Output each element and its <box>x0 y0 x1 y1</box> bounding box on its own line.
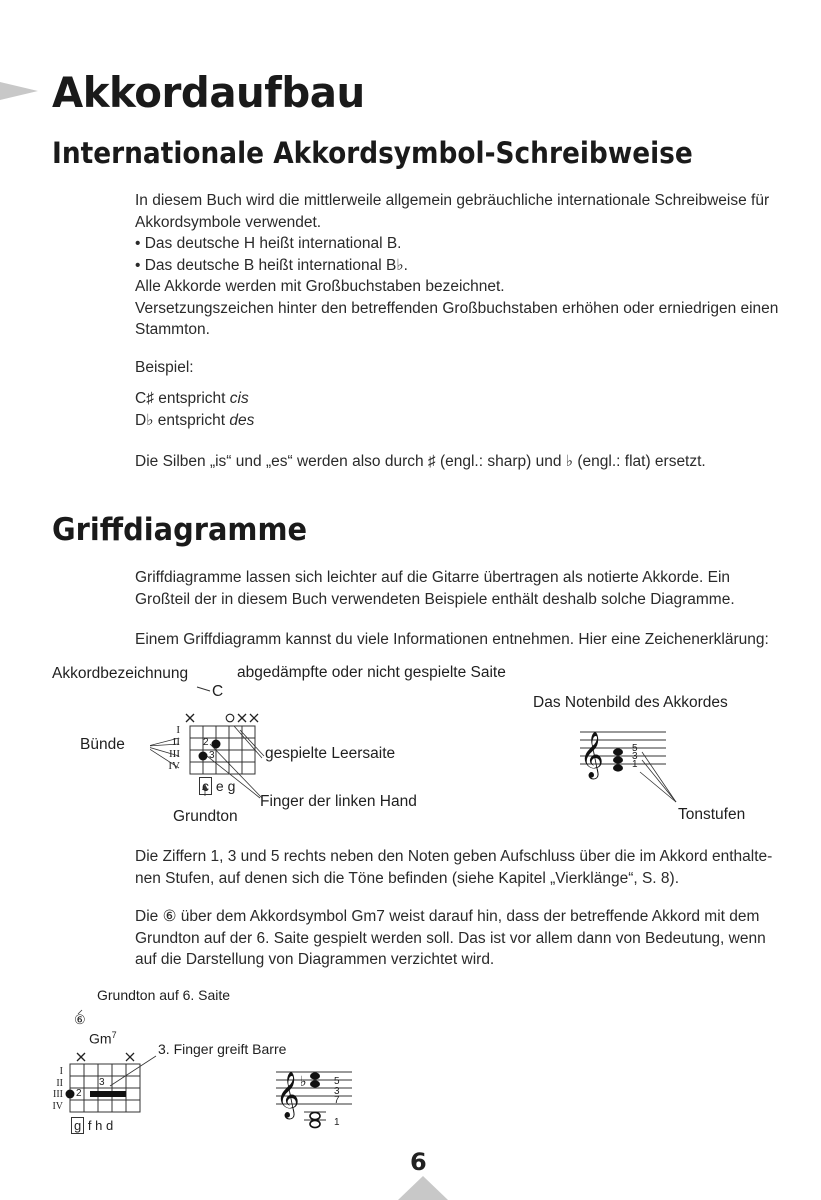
note-name: h <box>95 1118 103 1133</box>
label-grundton-6: Grundton auf 6. Saite <box>97 987 231 1003</box>
text-line: Grundton auf der 6. Saite gespielt werden soll. Das ist vor allem dann von Bedeutung, wenn <box>135 929 766 947</box>
text-line: Versetzungszeichen hinter den betreffenden Großbuchstaben erhöhen oder erniedrigen einen <box>135 299 779 317</box>
section-heading-griffdiagramme: Griffdiagramme <box>52 512 308 548</box>
treble-clef-icon: 𝄞 <box>276 1072 300 1118</box>
fret-numeral: I <box>59 1066 63 1077</box>
label-tonstufen: Tonstufen <box>678 806 746 823</box>
degree: 3 <box>334 1085 340 1097</box>
note-name: g <box>227 778 236 794</box>
degree: 7 <box>334 1095 340 1106</box>
fret-numeral: III <box>169 748 180 760</box>
open-string-icon <box>226 714 234 722</box>
degree: 5 <box>334 1076 340 1087</box>
example-line <box>135 410 800 432</box>
chord-name-c: C <box>212 683 224 700</box>
root-note: c <box>199 777 212 795</box>
griff-paragraph <box>135 567 800 610</box>
text-line: auf die Darstellung von Diagrammen verzichtet wird. <box>135 951 495 968</box>
degree-numbers <box>632 745 638 769</box>
degree: 1 <box>632 759 638 770</box>
text-line: Stammton. <box>135 321 210 338</box>
fret-numeral: IV <box>52 1100 63 1112</box>
finger-number: 3 <box>209 750 215 761</box>
page-bottom-tab <box>398 1174 448 1200</box>
intro-paragraph <box>135 190 800 341</box>
treble-clef-icon: 𝄞 <box>580 732 604 778</box>
staff-gm7-chord <box>274 1062 364 1134</box>
finger-dot <box>199 752 208 761</box>
note-name: e <box>215 778 224 794</box>
ziffern-paragraph <box>135 846 800 889</box>
degree: 5 <box>632 743 638 754</box>
note-name: f <box>87 1118 92 1133</box>
page-title: Akkordaufbau <box>52 68 365 117</box>
flat-icon: ♭ <box>300 1074 307 1090</box>
page-number: 6 <box>410 1148 427 1176</box>
finger-number: 3 <box>99 1077 105 1088</box>
staff-c-chord <box>578 722 698 812</box>
text-line: Griffdiagramme lassen sich leichter auf die Gitarre übertragen als notierte Akkorde. Ein <box>135 569 731 586</box>
example-line <box>135 388 800 410</box>
fret-numeral: II <box>172 736 180 748</box>
text-line: Akkordsymbole verwendet. <box>135 213 322 231</box>
text-line: Die ⑥ über dem Akkordsymbol Gm7 weist darauf hin, dass der betreffende Akkord mit dem <box>135 908 760 925</box>
bullet-item: • Das deutsche B heißt international B♭. <box>135 256 408 274</box>
info-paragraph: Einem Griffdiagramm kannst du viele Informationen entnehmen. Hier eine Zeichenerklärung: <box>135 631 769 648</box>
string-six-icon: ⑥ <box>74 1012 86 1027</box>
degree-numbers <box>334 1077 340 1106</box>
fret-numeral: IV <box>168 760 180 772</box>
note-names <box>71 1118 113 1133</box>
silben-paragraph: Die Silben „is“ und „es“ werden also durch ♯ (engl.: sharp) und ♭ (engl.: flat) ersetzt. <box>135 453 706 470</box>
note-name: d <box>105 1118 114 1133</box>
note-names <box>199 778 235 794</box>
label-grundton: Grundton <box>173 808 238 825</box>
saite-paragraph <box>135 906 800 971</box>
muted-string-icon <box>238 714 258 722</box>
section-subtitle: Internationale Akkordsymbol-Schreibweise <box>52 136 693 170</box>
example-italic: cis <box>229 390 249 407</box>
root-note: g <box>71 1117 84 1134</box>
finger-number: 2 <box>203 737 209 748</box>
label-muted-string: abgedämpfte oder nicht gespielte Saite <box>237 664 506 681</box>
bullet-item: • Das deutsche H heißt international B. <box>135 235 402 252</box>
degree: 1 <box>334 1117 340 1128</box>
text-line: Die Ziffern 1, 3 und 5 rechts neben den Noten geben Aufschluss über die im Akkord enthalte- <box>135 848 773 865</box>
chord-extension: 7 <box>111 1030 117 1040</box>
muted-string-icon <box>77 1053 134 1061</box>
example-text: D♭ entspricht <box>135 411 230 429</box>
page-edge-tab <box>0 78 40 104</box>
text-line: In diesem Buch wird die mittlerweile allgemein gebräuchliche internationale Schreibweise für <box>135 192 770 209</box>
text-line: Großteil der in diesem Buch verwendeten Beispiele enthält deshalb solche Diagramme. <box>135 590 735 608</box>
text-line: Alle Akkorde werden mit Großbuchstaben bezeichnet. <box>135 278 505 295</box>
label-barre: 3. Finger greift Barre <box>158 1041 287 1057</box>
text-line: nen Stufen, auf denen sich die Töne befinden (siehe Kapitel „Vierklänge“, S. 8). <box>135 869 680 887</box>
finger-number: 2 <box>76 1088 82 1099</box>
beispiel-label: Beispiel: <box>135 359 194 376</box>
chord-diagram-gm7 <box>60 1000 180 1120</box>
label-notenbild: Das Notenbild des Akkordes <box>533 694 728 711</box>
label-buende: Bünde <box>80 736 125 753</box>
example-block <box>135 388 800 431</box>
finger-dot <box>66 1090 75 1099</box>
chord-root: Gm <box>89 1030 112 1047</box>
example-text: C♯ entspricht <box>135 390 230 407</box>
example-italic: des <box>229 411 255 429</box>
label-open-string: gespielte Leersaite <box>265 745 396 762</box>
barre-bar <box>90 1091 126 1097</box>
muted-string-icon <box>186 714 194 722</box>
fret-numeral: I <box>176 724 180 736</box>
fret-numeral: III <box>53 1089 63 1100</box>
degree: 3 <box>632 751 638 762</box>
label-akkordbezeichnung: Akkordbezeichnung <box>52 665 189 682</box>
fret-numeral: II <box>56 1077 63 1089</box>
label-finger: Finger der linken Hand <box>260 793 417 810</box>
